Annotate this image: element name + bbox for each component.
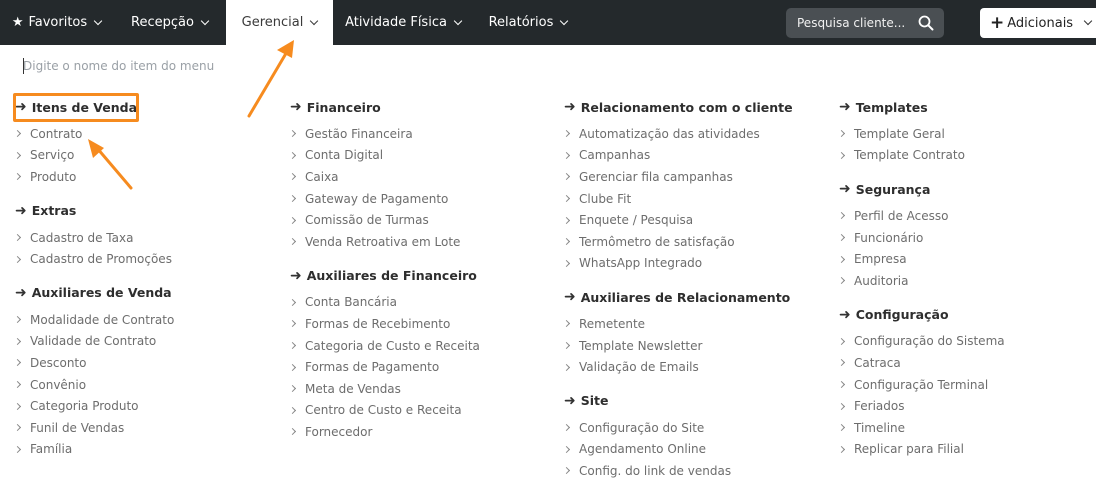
chevron-right-icon (838, 359, 845, 366)
menu-item-configuracao-do-sistema[interactable] (839, 331, 1096, 353)
menu-item-desconto[interactable] (15, 352, 285, 374)
chevron-right-icon (563, 195, 570, 202)
chevron-right-icon (289, 342, 296, 349)
menu-item-label: Formas de Pagamento (305, 360, 440, 375)
menu-item-fornecedor[interactable] (290, 421, 560, 443)
menu-item-label: Convênio (30, 377, 87, 392)
menu-item-label: Categoria Produto (30, 399, 139, 414)
arrow-right-icon: ➜ (839, 99, 851, 115)
menu-item-cadastro-de-promocoes[interactable] (15, 248, 285, 270)
menu-item-list (290, 123, 560, 253)
section-title (290, 265, 560, 287)
section-title-label: Auxiliares de Venda (31, 285, 172, 301)
menu-item-label: Replicar para Filial (854, 442, 964, 457)
menu-item-list (564, 313, 834, 378)
arrow-right-icon: ➜ (839, 306, 851, 323)
menu-item-familia[interactable] (15, 439, 285, 461)
chevron-down-icon (310, 16, 318, 24)
menu-item-label: Categoria de Custo e Receita (305, 338, 480, 353)
search-icon[interactable] (918, 15, 934, 31)
adicionais-label: Adicionais (1007, 15, 1074, 31)
chevron-right-icon (838, 424, 845, 431)
menu-item-label: Config. do link de vendas (579, 463, 732, 478)
menu-item-label: Perfil de Acesso (854, 208, 949, 223)
menu-item-servico[interactable] (15, 145, 285, 167)
chevron-right-icon (838, 234, 845, 241)
menu-item-label: Timeline (854, 420, 906, 435)
section-title-label: Auxiliares de Financeiro (306, 268, 477, 284)
arrow-right-icon: ➜ (290, 267, 302, 284)
star-icon: ★ (11, 15, 24, 30)
menu-item-template-newsletter[interactable] (564, 335, 834, 357)
menu-item-label: Funcionário (854, 230, 924, 245)
section-title-label: Segurança (855, 181, 931, 197)
menu-item-label: Comissão de Turmas (305, 213, 429, 228)
chevron-right-icon (838, 446, 845, 453)
menu-item-label: Automatização das atividades (579, 126, 760, 141)
menu-item-label: Venda Retroativa em Lote (305, 234, 461, 249)
menu-item-label: Configuração Terminal (854, 377, 989, 392)
text-cursor (23, 58, 24, 74)
menu-item-formas-de-pagamento[interactable] (290, 356, 560, 378)
chevron-right-icon (14, 403, 21, 410)
menu-item-clube-fit[interactable] (564, 188, 834, 210)
chevron-right-icon (14, 316, 21, 323)
nav-relatorios[interactable] (473, 0, 583, 45)
chevron-right-icon (563, 260, 570, 267)
arrow-right-icon: ➜ (839, 181, 851, 198)
menu-section-seguranca (839, 178, 1096, 291)
section-title-label: Financeiro (306, 99, 381, 115)
menu-item-label: Remetente (579, 316, 646, 331)
menu-item-list (15, 227, 285, 270)
menu-item-funcionario[interactable] (839, 227, 1096, 249)
menu-item-gestao-financeira[interactable] (290, 123, 560, 145)
menu-item-auditoria[interactable] (839, 270, 1096, 292)
menu-item-categoria-de-custo-e-receita[interactable] (290, 335, 560, 357)
menu-item-label: Catraca (854, 355, 901, 370)
section-title (15, 282, 285, 304)
chevron-right-icon (563, 424, 570, 431)
nav-favoritos[interactable] (0, 0, 113, 45)
chevron-right-icon (14, 130, 21, 137)
chevron-right-icon (563, 130, 570, 137)
menu-item-label: Modalidade de Contrato (30, 312, 175, 327)
menu-item-centro-de-custo-e-receita[interactable] (290, 400, 560, 422)
nav-recepcao-label: Recepção (131, 15, 194, 30)
menu-item-label: Agendamento Online (579, 442, 707, 457)
chevron-right-icon (289, 195, 296, 202)
chevron-right-icon (289, 385, 296, 392)
menu-item-label: Campanhas (579, 148, 651, 163)
menu-column (564, 96, 834, 494)
highlight-box (13, 93, 139, 122)
menu-item-list (564, 123, 834, 274)
chevron-right-icon (14, 446, 21, 453)
menu-section-templates (839, 96, 1096, 166)
menu-item-categoria-produto[interactable] (15, 395, 285, 417)
menu-item-label: Gerenciar fila campanhas (579, 169, 733, 184)
menu-item-label: Produto (30, 169, 77, 184)
menu-item-campanhas[interactable] (564, 145, 834, 167)
menu-section-auxiliares-de-financeiro (290, 265, 560, 443)
menu-item-label: Gestão Financeira (305, 126, 413, 141)
menu-item-label: Template Geral (854, 126, 945, 141)
chevron-down-icon (454, 16, 462, 24)
chevron-right-icon (838, 381, 845, 388)
menu-section-site (564, 390, 834, 482)
menu-item-label: WhatsApp Integrado (579, 256, 703, 271)
section-title (839, 178, 1096, 200)
chevron-right-icon (563, 217, 570, 224)
chevron-right-icon (838, 403, 845, 410)
menu-item-config-do-link-de-vendas[interactable] (564, 460, 834, 482)
menu-item-label: Enquete / Pesquisa (579, 213, 694, 228)
chevron-right-icon (14, 256, 21, 263)
menu-item-label: Serviço (30, 148, 75, 163)
menu-item-configuracao-do-site[interactable] (564, 417, 834, 439)
chevron-right-icon (289, 320, 296, 327)
section-title (839, 304, 1096, 326)
menu-item-replicar-para-filial[interactable] (839, 439, 1096, 461)
menu-item-label: Caixa (305, 169, 339, 184)
menu-item-gateway-de-pagamento[interactable] (290, 188, 560, 210)
chevron-right-icon (289, 152, 296, 159)
menu-section-configuracao (839, 304, 1096, 461)
section-title (564, 286, 834, 308)
arrow-right-icon: ➜ (15, 284, 27, 301)
nav-recepcao[interactable] (113, 0, 226, 45)
chevron-right-icon (289, 217, 296, 224)
nav-atividade-fisica[interactable] (333, 0, 473, 45)
menu-column (290, 96, 560, 455)
section-title (564, 390, 834, 412)
menu-item-template-contrato[interactable] (839, 145, 1096, 167)
menu-section-relacionamento-com-o-cliente (564, 96, 834, 274)
chevron-right-icon (563, 238, 570, 245)
menu-item-timeline[interactable] (839, 417, 1096, 439)
menu-item-label: Validação de Emails (579, 360, 699, 375)
menu-item-produto[interactable] (15, 166, 285, 188)
chevron-right-icon (14, 152, 21, 159)
menu-item-label: Feriados (854, 399, 905, 414)
chevron-right-icon (14, 234, 21, 241)
menu-item-list (290, 292, 560, 443)
menu-item-label: Fornecedor (305, 424, 373, 439)
section-title (15, 200, 285, 222)
menu-item-validacao-de-emails[interactable] (564, 356, 834, 378)
chevron-right-icon (289, 428, 296, 435)
section-title-label: Relacionamento com o cliente (580, 99, 793, 115)
top-nav-bar (0, 0, 1096, 45)
menu-item-formas-de-recebimento[interactable] (290, 313, 560, 335)
chevron-right-icon (289, 407, 296, 414)
menu-item-catraca[interactable] (839, 352, 1096, 374)
menu-item-conta-digital[interactable] (290, 145, 560, 167)
client-search-placeholder: Pesquisa cliente... (797, 16, 906, 30)
menu-item-label: Termômetro de satisfação (579, 234, 735, 249)
menu-item-label: Formas de Recebimento (305, 316, 451, 331)
arrow-right-icon: ➜ (15, 202, 27, 219)
section-title-label: Site (580, 393, 609, 409)
menu-item-label: Cadastro de Taxa (30, 230, 134, 245)
chevron-right-icon (289, 364, 296, 371)
plus-icon: + (990, 12, 1005, 33)
menu-filter-input[interactable] (23, 55, 323, 77)
chevron-right-icon (14, 359, 21, 366)
menu-item-label: Meta de Vendas (305, 381, 401, 396)
section-title-label: Extras (31, 203, 77, 219)
menu-item-label: Template Newsletter (579, 338, 703, 353)
nav-gerencial[interactable] (226, 0, 333, 45)
menu-item-gerenciar-fila-campanhas[interactable] (564, 166, 834, 188)
section-title-label: Templates (855, 99, 928, 115)
menu-item-label: Conta Digital (305, 148, 384, 163)
menu-item-empresa[interactable] (839, 248, 1096, 270)
section-title (564, 96, 834, 118)
section-title (290, 96, 560, 118)
menu-column (15, 96, 285, 472)
menu-item-list (15, 123, 285, 188)
menu-item-template-geral[interactable] (839, 123, 1096, 145)
menu-item-whatsapp-integrado[interactable] (564, 253, 834, 275)
menu-item-label: Configuração do Sistema (854, 334, 1005, 349)
menu-column (839, 96, 1096, 472)
menu-item-list (839, 205, 1096, 291)
menu-item-label: Cadastro de Promoções (30, 252, 172, 267)
menu-item-caixa[interactable] (290, 166, 560, 188)
chevron-right-icon (563, 446, 570, 453)
chevron-down-icon (201, 16, 209, 24)
chevron-down-icon (560, 16, 568, 24)
menu-item-label: Template Contrato (854, 148, 965, 163)
chevron-right-icon (563, 364, 570, 371)
chevron-right-icon (838, 256, 845, 263)
menu-item-conta-bancaria[interactable] (290, 292, 560, 314)
menu-item-convenio[interactable] (15, 374, 285, 396)
menu-item-label: Conta Bancária (305, 295, 397, 310)
arrow-right-icon: ➜ (564, 99, 576, 115)
menu-item-label: Clube Fit (579, 191, 632, 206)
menu-item-label: Funil de Vendas (30, 420, 125, 435)
menu-item-validade-de-contrato[interactable] (15, 331, 285, 353)
menu-section-auxiliares-de-relacionamento (564, 286, 834, 378)
menu-item-label: Família (30, 442, 73, 457)
chevron-right-icon (289, 299, 296, 306)
client-search-field[interactable] (786, 8, 944, 38)
menu-item-remetente[interactable] (564, 313, 834, 335)
chevron-right-icon (838, 152, 845, 159)
chevron-right-icon (14, 381, 21, 388)
menu-item-list (564, 417, 834, 482)
menu-item-label: Contrato (30, 126, 83, 141)
chevron-right-icon (838, 277, 845, 284)
menu-item-list (839, 331, 1096, 461)
menu-item-funil-de-vendas[interactable] (15, 417, 285, 439)
chevron-right-icon (838, 338, 845, 345)
chevron-right-icon (563, 342, 570, 349)
chevron-right-icon (289, 130, 296, 137)
menu-item-label: Desconto (30, 355, 87, 370)
nav-atividade-fisica-label: Atividade Física (345, 15, 447, 30)
menu-item-label: Auditoria (854, 273, 909, 288)
section-title-label: Configuração (855, 307, 949, 323)
chevron-right-icon (563, 173, 570, 180)
nav-favoritos-label: Favoritos (28, 15, 88, 30)
menu-item-cadastro-de-taxa[interactable] (15, 227, 285, 249)
chevron-right-icon (563, 152, 570, 159)
menu-item-automatizacao-das-atividades[interactable] (564, 123, 834, 145)
chevron-down-icon (1084, 17, 1092, 25)
menu-item-label: Centro de Custo e Receita (305, 403, 462, 418)
chevron-down-icon (94, 16, 102, 24)
section-title-label: Auxiliares de Relacionamento (580, 289, 791, 305)
section-title-label: Itens de Venda (31, 99, 138, 115)
menu-item-label: Configuração do Site (579, 420, 705, 435)
chevron-right-icon (14, 424, 21, 431)
menu-item-configuracao-terminal[interactable] (839, 374, 1096, 396)
menu-item-contrato[interactable] (15, 123, 285, 145)
menu-item-modalidade-de-contrato[interactable] (15, 309, 285, 331)
chevron-right-icon (838, 212, 845, 219)
menu-item-perfil-de-acesso[interactable] (839, 205, 1096, 227)
chevron-right-icon (563, 320, 570, 327)
menu-item-comissao-de-turmas[interactable] (290, 209, 560, 231)
menu-item-termometro-de-satisfacao[interactable] (564, 231, 834, 253)
menu-section-auxiliares-de-venda (15, 282, 285, 460)
menu-section-financeiro (290, 96, 560, 253)
section-title (839, 96, 1096, 118)
arrow-right-icon: ➜ (15, 99, 27, 115)
chevron-right-icon (838, 130, 845, 137)
menu-item-label: Validade de Contrato (30, 334, 157, 349)
menu-item-list (839, 123, 1096, 166)
menu-item-feriados[interactable] (839, 395, 1096, 417)
menu-item-label: Empresa (854, 252, 907, 267)
arrow-right-icon: ➜ (564, 289, 576, 306)
nav-gerencial-label: Gerencial (241, 15, 304, 30)
menu-item-list (15, 309, 285, 460)
chevron-right-icon (14, 338, 21, 345)
arrow-right-icon: ➜ (564, 392, 576, 409)
menu-item-agendamento-online[interactable] (564, 439, 834, 461)
chevron-right-icon (289, 173, 296, 180)
menu-item-venda-retroativa-em-lote[interactable] (290, 231, 560, 253)
nav-relatorios-label: Relatórios (488, 15, 554, 30)
arrow-right-icon: ➜ (290, 99, 302, 115)
chevron-right-icon (14, 173, 21, 180)
chevron-right-icon (563, 467, 570, 474)
chevron-right-icon (289, 238, 296, 245)
menu-item-meta-de-vendas[interactable] (290, 378, 560, 400)
menu-section-extras (15, 200, 285, 270)
menu-item-label: Gateway de Pagamento (305, 191, 449, 206)
menu-item-enquete-pesquisa[interactable] (564, 209, 834, 231)
adicionais-button[interactable] (980, 8, 1096, 38)
